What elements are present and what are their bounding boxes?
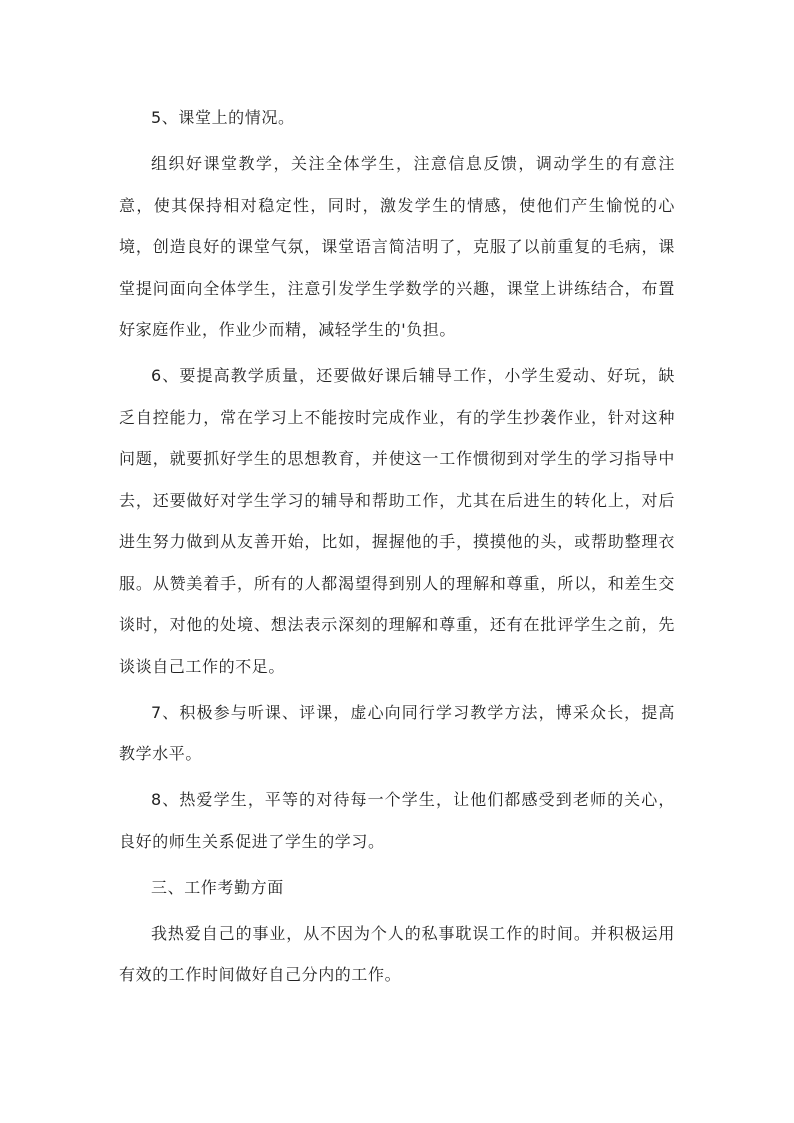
paragraph-classroom-teaching: 组织好课堂教学，关注全体学生，注意信息反馈，调动学生的有意注意，使其保持相对稳定性，同时，激发学生的情感，使他们产生愉悦的心境，创造良好的课堂气氛，课堂语言简洁明了，克服了以前重复的毛病，课堂提问面向全体学生，注意引发学生学数学的兴趣，课堂上讲练结合，布置好家庭作业，作业少而精，减轻学生的'负担。: [119, 154, 675, 339]
section-heading-attendance: 三、工作考勤方面: [151, 877, 284, 897]
paragraph-section-6-tutoring: 6、要提高教学质量，还要做好课后辅导工作，小学生爱动、好玩，缺乏自控能力，常在学习上不能按时完成作业，有的学生抄袭作业，针对这种问题，就要抓好学生的思想教育，并使这一工作惯彻到对学生的学习指导中去，还要做好对学生学习的辅导和帮助工作，尤其在后进生的转化上，对后进生努力做到从友善开始，比如，握握他的手，摸摸他的头，或帮助整理衣服。从赞美着手，所有的人都渴望得到别人的理解和尊重，所以，和差生交谈时，对他的处境、想法表示深刻的理解和尊重，还有在批评学生之前，先谈谈自己工作的不足。: [119, 366, 675, 676]
paragraph-attendance: 我热爱自己的事业，从不因为个人的私事耽误工作的时间。并积极运用有效的工作时间做好自己分内的工作。: [119, 923, 675, 984]
paragraph-section-8-care: 8、热爱学生，平等的对待每一个学生，让他们都感受到老师的关心，良好的师生关系促进了学生的学习。: [119, 790, 675, 851]
paragraph-section-5-heading: 5、课堂上的情况。: [151, 108, 295, 127]
paragraph-section-7-observation: 7、积极参与听课、评课，虚心向同行学习教学方法，博采众长，提高教学水平。: [119, 702, 675, 763]
document-body: [119, 97, 675, 1000]
